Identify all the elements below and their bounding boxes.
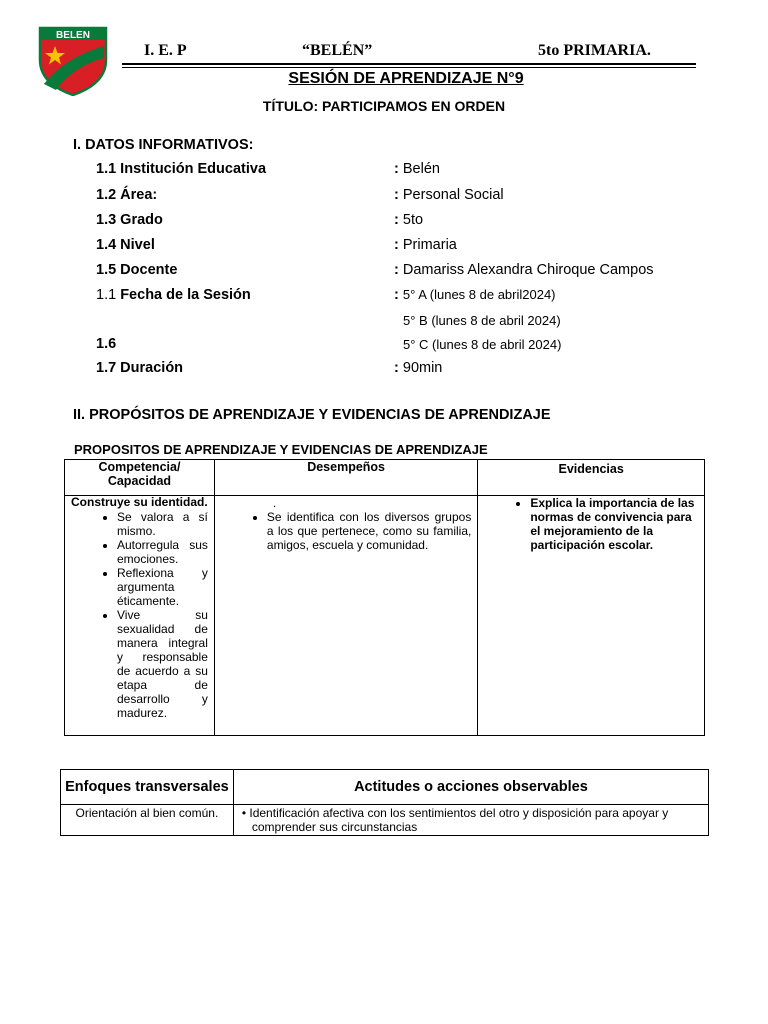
info-label: 1.3 Grado [96,212,163,228]
evidencias-list [484,496,698,552]
info-label: 1.4 Nivel [96,237,155,253]
propositos-table [64,459,705,736]
info-value [394,212,423,228]
header-grade: 5to PRIMARIA. [538,42,651,59]
info-value [394,287,556,303]
info-colon: : [394,360,399,376]
info-value-text: 90min [402,360,443,376]
table-header-row [65,460,705,496]
info-value-text: 5to [402,212,424,228]
enfoque-cell: Orientación al bien común. [61,805,234,836]
table-row [61,805,709,836]
info-value-text: Primaria [402,237,457,253]
info-label: 1.2 Área: [96,187,158,203]
info-value [394,262,654,278]
header-enfoques: Enfoques transversales [61,770,234,805]
info-colon: : [394,287,399,303]
bullet-icon: • [241,806,250,820]
info-colon: : [394,161,399,177]
session-title: SESIÓN DE APRENDIZAJE N°9 [288,70,524,87]
info-value-text: Damariss Alexandra Chiroque Campos [402,262,654,278]
info-value [394,161,440,177]
info-value [394,187,504,203]
competencia-cell [65,496,215,736]
header-actitudes: Actitudes o acciones observables [233,770,708,805]
capacidades-list [71,510,208,720]
list-item: • Vive su sexualidad de manera integral y responsable de acuerdo a su etapa de desarrollo y madurez. [117,608,208,720]
table-row [65,496,705,736]
desempeno-dot: . [272,496,277,510]
header-school: I. E. P [144,42,187,59]
info-value: 5° C (lunes 8 de abril 2024) [403,337,562,352]
header-desempenos: Desempeños [214,460,477,496]
info-colon: : [394,187,399,203]
actitud-cell [233,805,708,836]
info-value [394,360,442,376]
logo-text: BELEN [56,30,90,41]
list-item: • Explica la importancia de las normas de convivencia para el mejoramiento de la participación escolar. [530,496,698,552]
list-item: • Reflexiona y argumenta éticamente. [117,566,208,608]
info-colon: : [394,212,399,228]
info-label-num: 1.1 [96,287,117,303]
session-subtitle: TÍTULO: PARTICIPAMOS EN ORDEN [262,98,506,114]
info-label: 1.1 Institución Educativa [96,161,267,177]
section1-heading: I. DATOS INFORMATIVOS: [73,137,254,153]
info-label: 1.6 [96,336,117,352]
header-evidencias: Evidencias [478,460,705,496]
header-name: “BELÉN” [302,42,373,59]
info-value-text: Belén [402,161,440,177]
desempenos-cell [214,496,477,736]
list-item: • Se valora a sí mismo. [117,510,208,538]
info-label: 1.5 Docente [96,262,178,278]
table-header-row [61,770,709,805]
header-rule-thick [122,63,696,65]
info-colon: : [394,237,399,253]
info-colon: : [394,262,399,278]
info-value-text: Personal Social [402,187,504,203]
section2-heading: II. PROPÓSITOS DE APRENDIZAJE Y EVIDENCIAS DE APRENDIZAJE [73,407,551,423]
evidencias-cell [478,496,705,736]
list-item: • Se identifica con los diversos grupos a los que pertenece, como su familia, amigos, escuela y comunidad. [267,510,471,552]
actitud-value: Identificación afectiva con los sentimientos del otro y disposición para apoyar y comprender sus circunstancias [249,806,669,834]
table-caption: PROPOSITOS DE APRENDIZAJE Y EVIDENCIAS DE APRENDIZAJE [74,442,488,457]
enfoques-table [60,769,709,836]
competencia-title: Construye su identidad. [71,495,208,509]
desempenos-list [221,510,471,552]
info-label [96,287,251,303]
header-rule-thin [122,67,696,68]
header-competencia: Competencia/ Capacidad [65,460,215,496]
info-label-text: Fecha de la Sesión [120,287,251,303]
list-item: • Autorregula sus emociones. [117,538,208,566]
actitud-text [238,806,704,834]
info-value [394,237,457,253]
info-value: 5° B (lunes 8 de abril 2024) [403,313,561,328]
info-label: 1.7 Duración [96,360,184,376]
info-value-text: 5° A (lunes 8 de abril2024) [402,287,556,302]
